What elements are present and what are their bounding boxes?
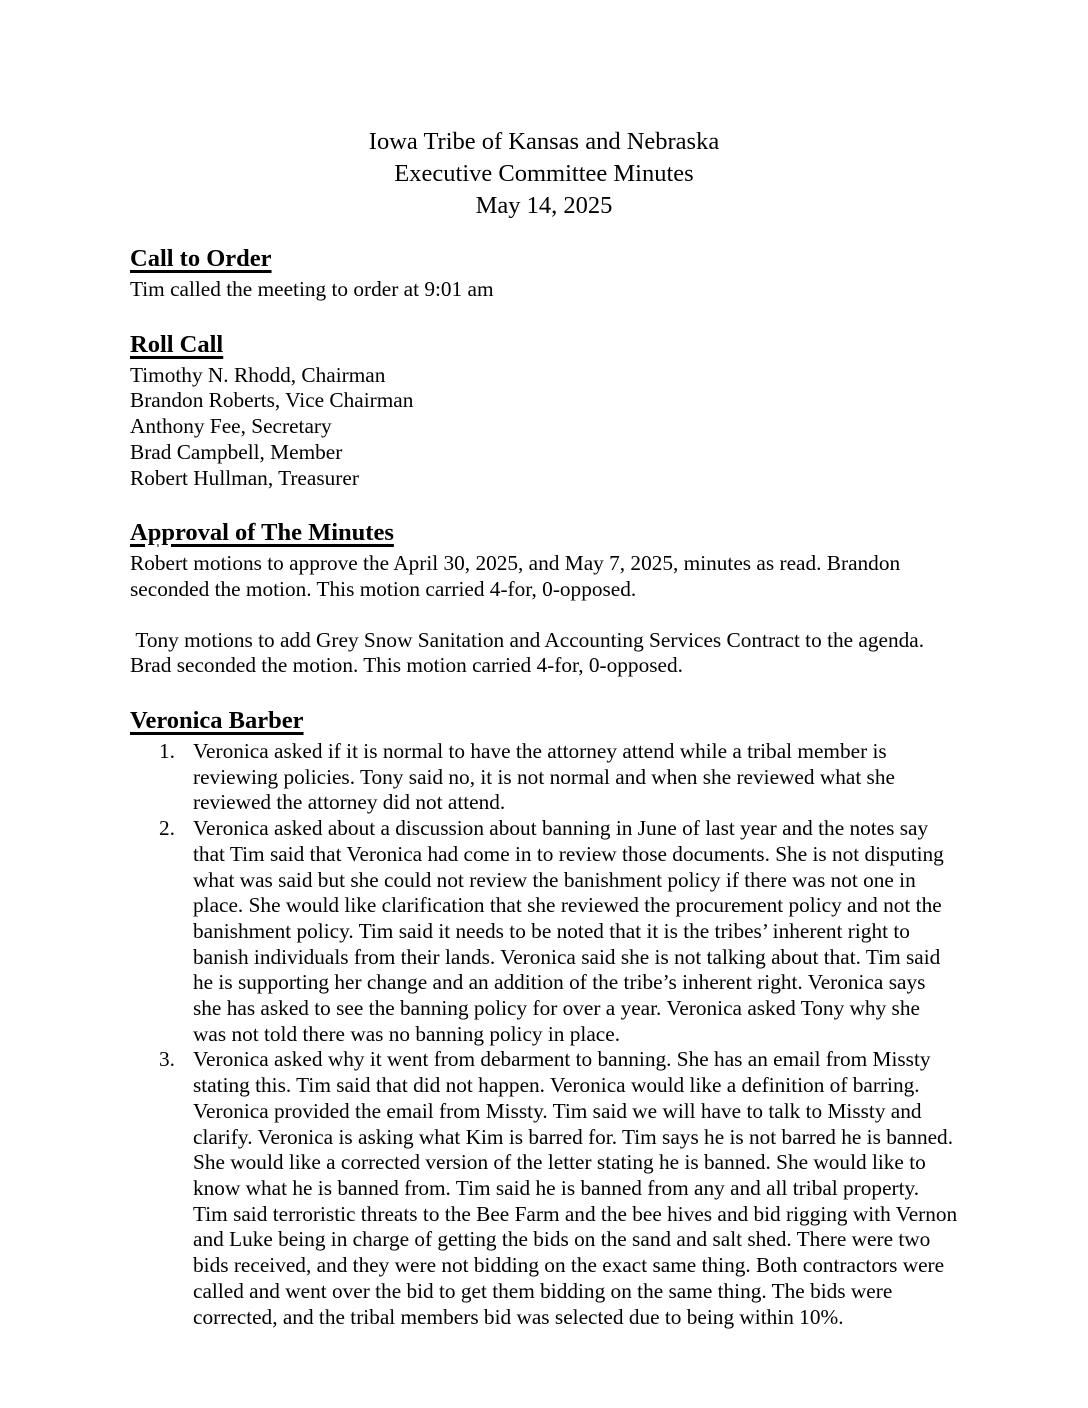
list-item-number: 2. — [159, 816, 175, 841]
section-roll-call — [130, 330, 958, 492]
veronica-barber-list — [130, 739, 963, 1330]
roll-call-heading: Roll Call — [130, 330, 224, 358]
roll-call-member: Robert Hullman, Treasurer — [130, 465, 359, 490]
section-veronica-barber — [130, 706, 963, 1330]
section-call-to-order — [130, 244, 958, 303]
document-title — [130, 126, 958, 222]
approval-paragraph: Robert motions to approve the April 30, 2025, and May 7, 2025, minutes as read. Brandon seconded the motion. This motion carried 4-for, 0-opposed. — [130, 551, 906, 601]
list-item-number: 1. — [159, 739, 175, 764]
list-item — [130, 1047, 963, 1330]
roll-call-member: Brandon Roberts, Vice Chairman — [130, 388, 414, 413]
roll-call-member: Timothy N. Rhodd, Chairman — [130, 362, 386, 387]
call-to-order-body: Tim called the meeting to order at 9:01 am — [130, 277, 494, 301]
list-item-number: 3. — [159, 1047, 175, 1072]
approval-heading: Approval of The Minutes — [130, 519, 394, 547]
title-line-doc-type: Executive Committee Minutes — [394, 160, 694, 187]
approval-paragraph: Tony motions to add Grey Snow Sanitation and Accounting Services Contract to the agenda. Brad seconded the motion. This motion carried 4-for, 0-opposed. — [130, 627, 930, 678]
list-item-text: Veronica asked why it went from debarment to banning. She has an email from Missty stating this. Tim said that did not happen. Veronica would like a definition of barring. Veronica provided the email from Missty. Tim said we will have to talk to Missty and clarify. Veronica is asking what Kim is barred for. Tim says he is not barred he is banned. She would like a corrected version of the letter stating he is banned. She would like to know what he is banned from. Tim said he is banned from any and all tribal property. Tim said terroristic threats to the Bee Farm and the bee hives and bid rigging with Vernon and Luke being in charge of getting the bids on the sand and salt shed. There were two bids received, and they were not bidding on the exact same thing. Both contractors were called and went over the bid to get them bidding on the same thing. The bids were corrected, and the tribal members bid was selected due to being within 10%. — [193, 1047, 963, 1329]
list-item-text: Veronica asked about a discussion about banning in June of last year and the notes say that Tim said that Veronica had come in to review those documents. She is not disputing what was said but she could not review the banishment policy if there was not one in place. She would like clarification that she reviewed the procurement policy and not the banishment policy. Tim said it needs to be noted that it is the tribes’ inherent right to banish individuals from their lands. Veronica said she is not talking about that. Tim said he is supporting her change and an addition of the tribe’s inherent right. Veronica says she has asked to see the banning policy for over a year. Veronica asked Tony why she was not told there was no banning policy in place. — [193, 816, 950, 1046]
veronica-barber-heading: Veronica Barber — [130, 707, 304, 735]
list-item-text: Veronica asked if it is normal to have the attorney attend while a tribal member is reviewing policies. Tony said no, it is not normal and when she reviewed what she reviewed the attorney did not attend. — [193, 739, 901, 815]
section-approval-of-minutes — [130, 518, 958, 679]
roll-call-member: Brad Campbell, Member — [130, 439, 343, 464]
title-line-date: May 14, 2025 — [475, 192, 613, 219]
list-item — [130, 816, 958, 1047]
list-item — [130, 739, 958, 816]
roll-call-member: Anthony Fee, Secretary — [130, 414, 332, 439]
title-line-org: Iowa Tribe of Kansas and Nebraska — [368, 128, 720, 155]
call-to-order-heading: Call to Order — [130, 245, 272, 272]
